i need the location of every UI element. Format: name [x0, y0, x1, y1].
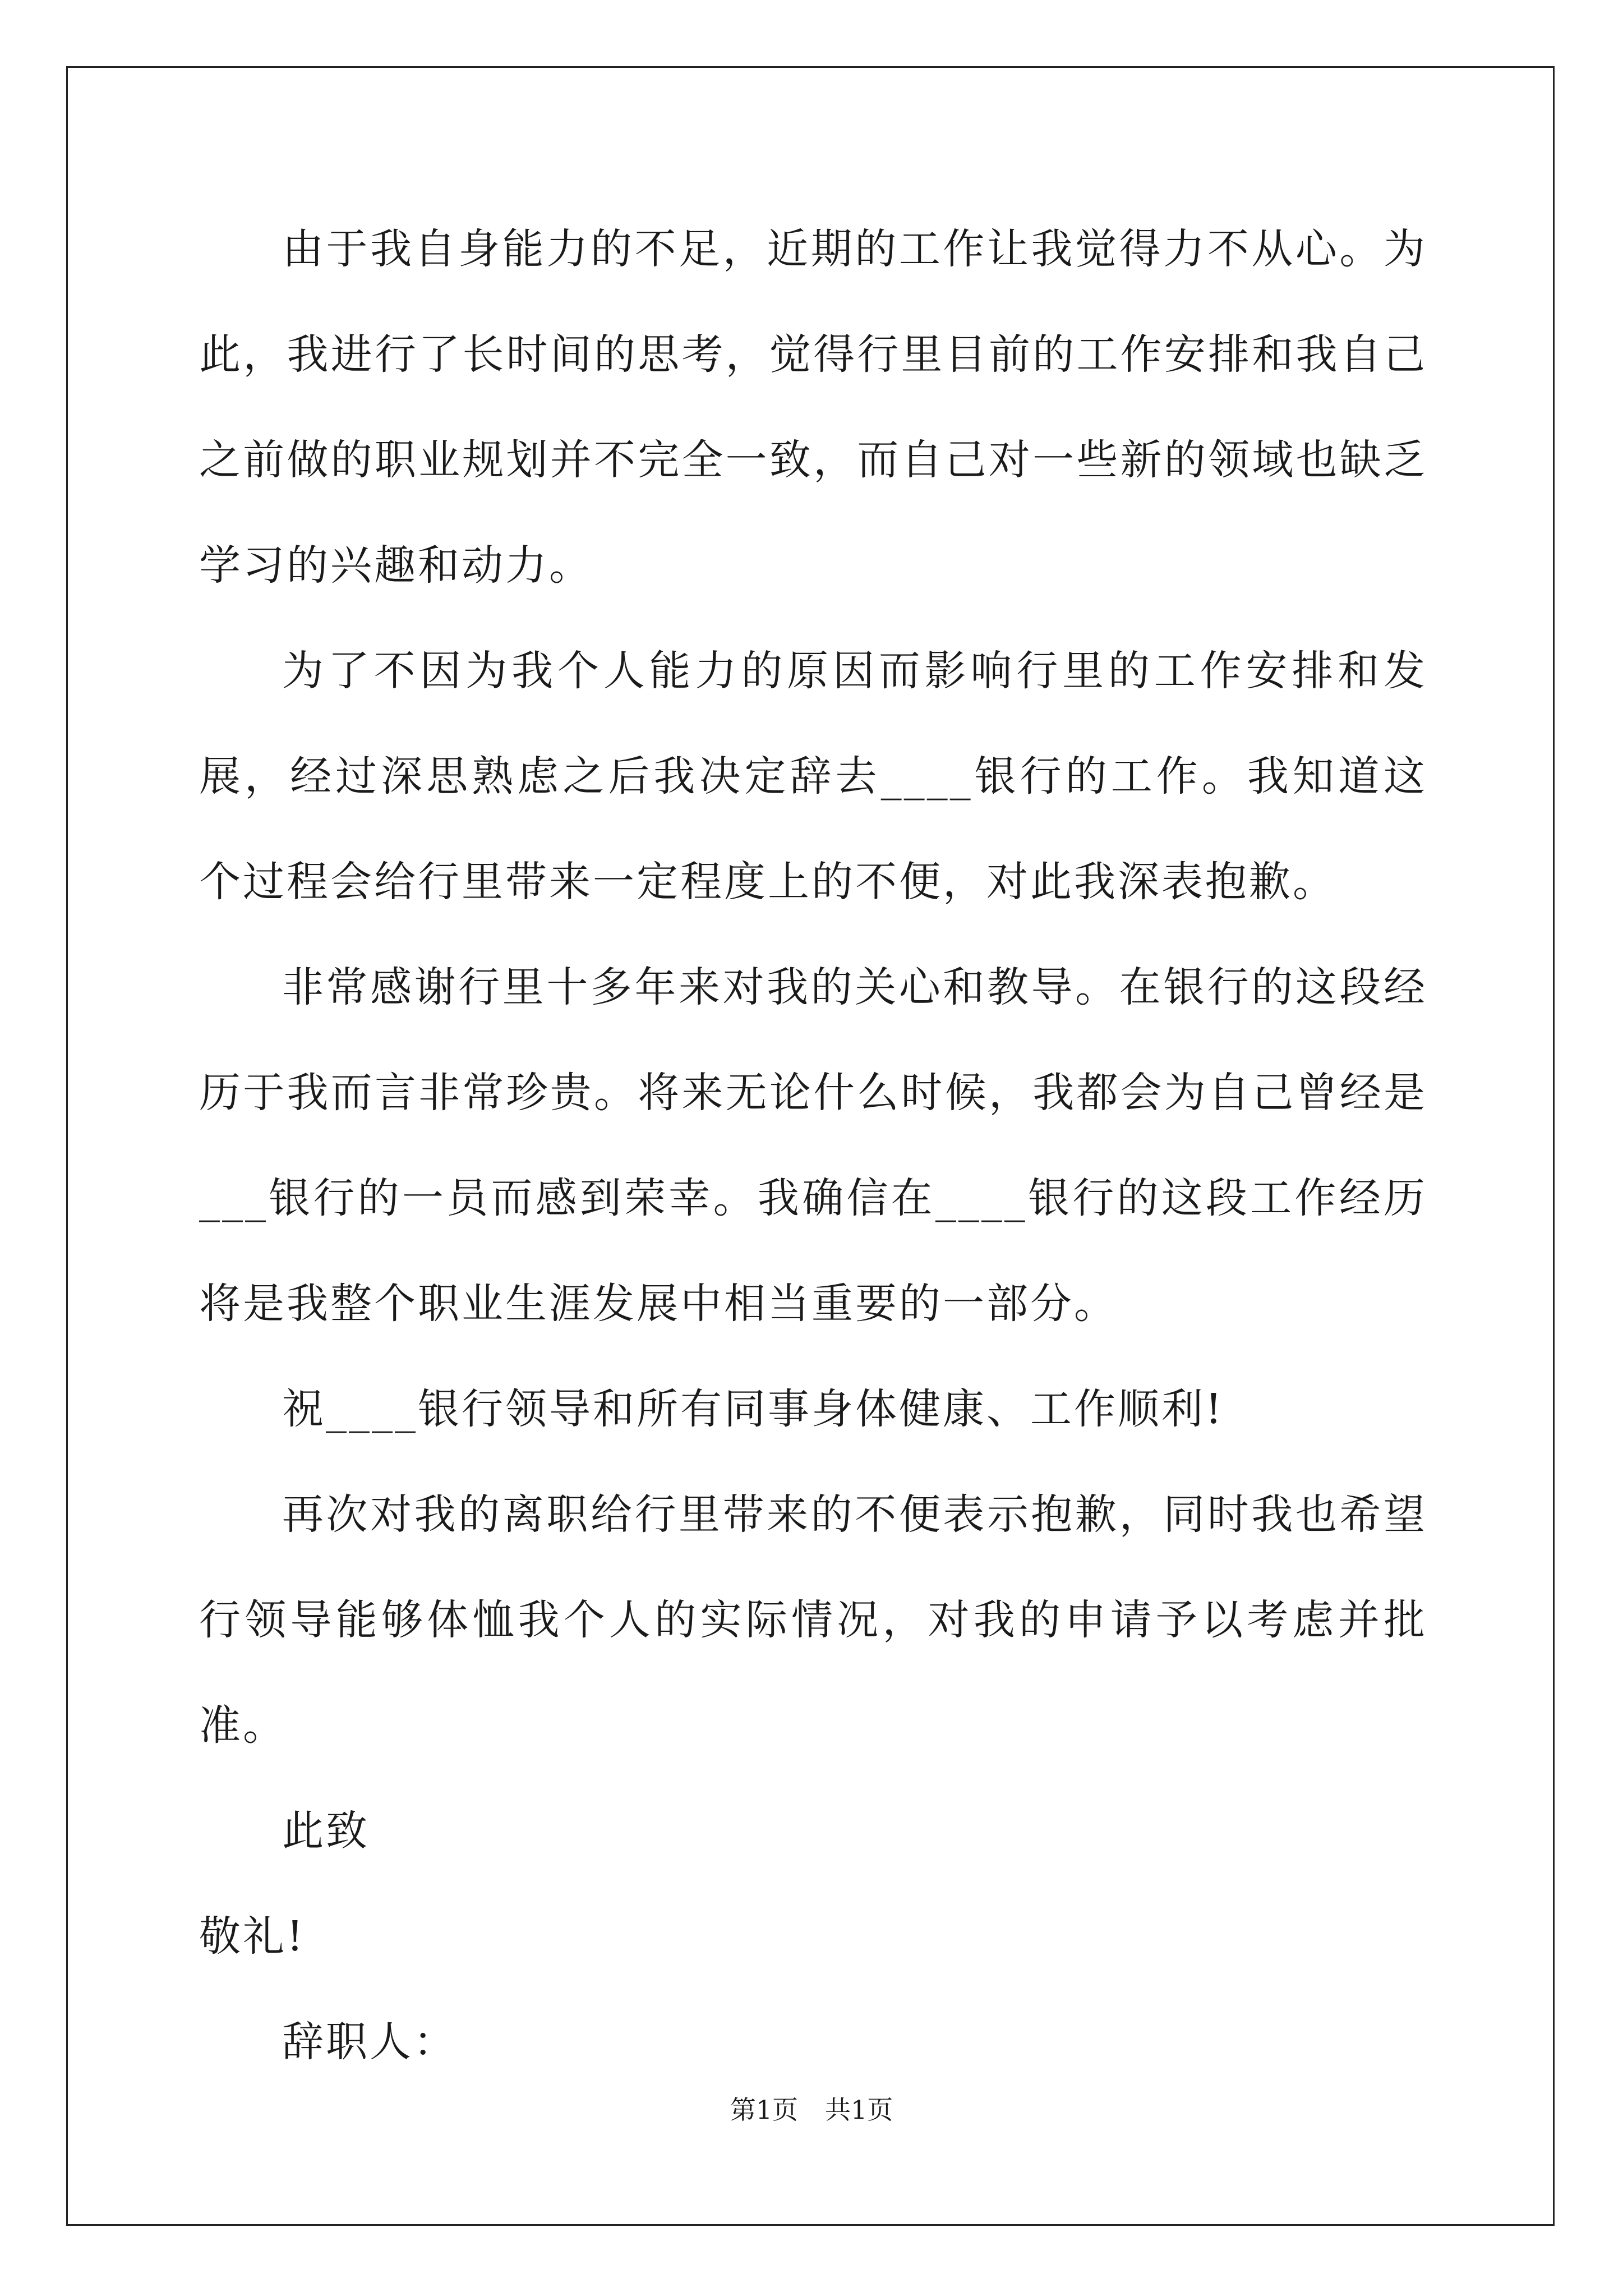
paragraph-apology: 再次对我的离职给行里带来的不便表示抱歉，同时我也希望行领导能够体恤我个人的实际情况，对我的申请予以考虑并批准。 — [199, 1490, 1427, 1750]
page-number-current: 第1页 — [730, 2095, 798, 2125]
closing-phrase: 此致 — [282, 1807, 370, 1855]
paragraph-wishes: 祝____银行领导和所有同事身体健康、工作顺利! — [282, 1385, 1224, 1433]
page-footer — [0, 2090, 1623, 2127]
letter-body — [199, 196, 1427, 2095]
signature-label: 辞职人： — [282, 2018, 457, 2066]
paragraph-decision: 为了不因为我个人能力的原因而影响行里的工作安排和发展，经过深思熟虑之后我决定辞去____银行的工作。我知道这个过程会给行里带来一定程度上的不便，对此我深表抱歉。 — [199, 647, 1427, 906]
salutation: 敬礼! — [199, 1912, 306, 1961]
paragraph-reason: 由于我自身能力的不足，近期的工作让我觉得力不从心。为此，我进行了长时间的思考，觉得行里目前的工作安排和我自己之前做的职业规划并不完全一致，而自己对一些新的领域也缺乏学习的兴趣和动力。 — [199, 225, 1427, 590]
paragraph-gratitude: 非常感谢行里十多年来对我的关心和教导。在银行的这段经历于我而言非常珍贵。将来无论什么时候，我都会为自己曾经是___银行的一员而感到荣幸。我确信在____银行的这段工作经历将是我整个职业生涯发展中相当重要的一部分。 — [199, 963, 1427, 1328]
page-number-total: 共1页 — [825, 2095, 893, 2125]
